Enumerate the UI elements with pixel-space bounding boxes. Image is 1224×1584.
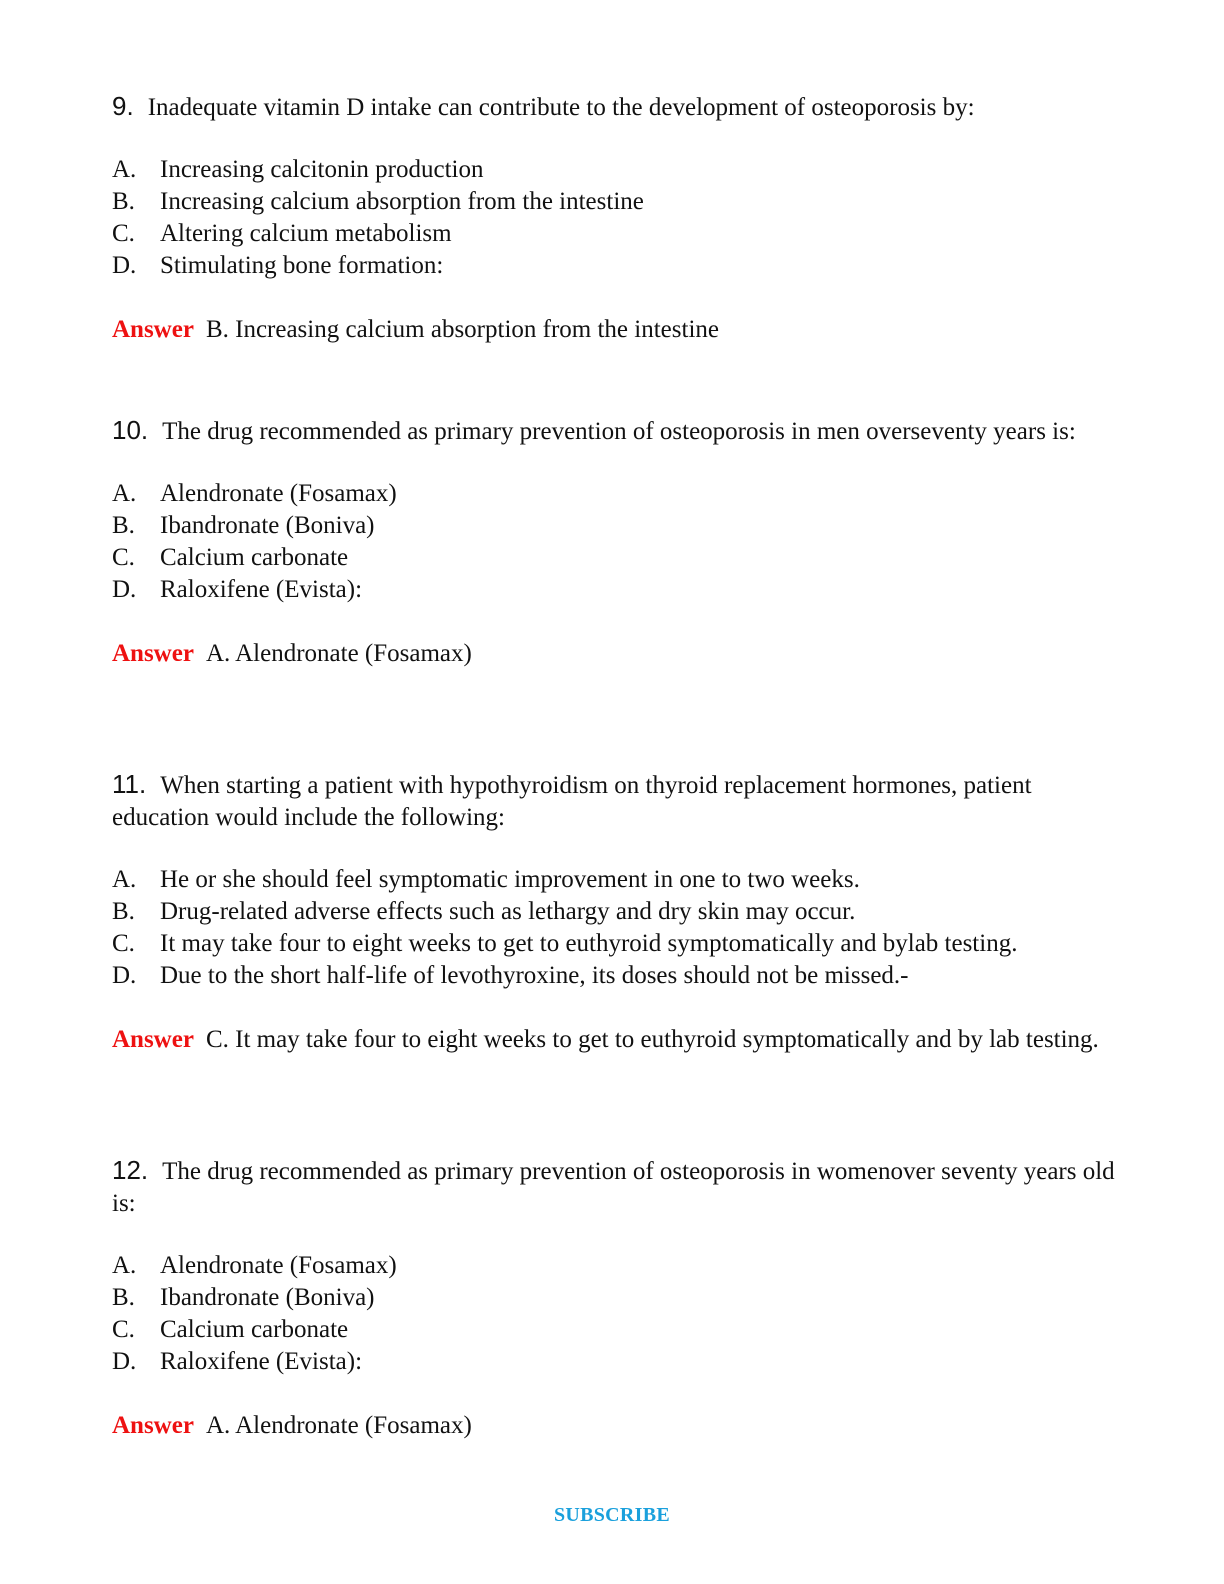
question-text: The drug recommended as primary prevention of osteoporosis in men overseventy years is: <box>162 418 1076 445</box>
answer-line <box>112 638 1122 670</box>
option-letter: A. <box>112 1252 137 1279</box>
question-number: 12. <box>112 1155 149 1185</box>
option-c <box>112 218 1122 250</box>
option-letter: D. <box>112 1348 137 1375</box>
option-a <box>112 864 1122 896</box>
option-letter: C. <box>112 544 135 571</box>
option-letter: A. <box>112 480 137 507</box>
answer-label: Answer <box>112 1412 194 1439</box>
answer-text: C. It may take four to eight weeks to get to euthyroid symptomatically and by lab testing. <box>205 1026 1099 1053</box>
question-number: 11. <box>112 769 147 799</box>
option-list <box>112 154 1122 282</box>
answer-text: A. Alendronate (Fosamax) <box>205 1412 472 1439</box>
answer-line <box>112 1410 1122 1442</box>
option-list <box>112 1250 1122 1378</box>
answer-text: B. Increasing calcium absorption from the intestine <box>205 316 719 343</box>
option-text: Raloxifene (Evista): <box>160 1348 363 1375</box>
option-text: Ibandronate (Boniva) <box>160 1284 375 1311</box>
option-text: He or she should feel symptomatic improvement in one to two weeks. <box>160 866 860 893</box>
option-text: Stimulating bone formation: <box>160 252 444 279</box>
answer-line <box>112 1024 1122 1056</box>
option-letter: B. <box>112 898 135 925</box>
answer-line <box>112 314 1122 346</box>
option-a <box>112 154 1122 186</box>
question-stem <box>112 1154 1122 1220</box>
question-10 <box>112 414 1122 670</box>
option-b <box>112 896 1122 928</box>
question-text: The drug recommended as primary prevention of osteoporosis in womenover seventy years old is: <box>112 1158 1115 1217</box>
question-11 <box>112 768 1122 1056</box>
question-12 <box>112 1154 1122 1442</box>
answer-label: Answer <box>112 316 194 343</box>
question-9 <box>112 90 1122 346</box>
option-letter: B. <box>112 1284 135 1311</box>
question-number: 10. <box>112 415 149 445</box>
option-text: Raloxifene (Evista): <box>160 576 363 603</box>
question-stem <box>112 768 1122 834</box>
question-text: When starting a patient with hypothyroidism on thyroid replacement hormones, patient education would include the following: <box>112 772 1032 831</box>
answer-label: Answer <box>112 640 194 667</box>
option-text: Drug-related adverse effects such as lethargy and dry skin may occur. <box>160 898 856 925</box>
option-text: Alendronate (Fosamax) <box>160 480 397 507</box>
option-letter: C. <box>112 1316 135 1343</box>
option-text: Increasing calcium absorption from the intestine <box>160 188 644 215</box>
option-a <box>112 1250 1122 1282</box>
option-letter: D. <box>112 962 137 989</box>
option-text: Calcium carbonate <box>160 544 349 571</box>
option-d <box>112 1346 1122 1378</box>
option-b <box>112 1282 1122 1314</box>
option-letter: D. <box>112 576 137 603</box>
option-letter: B. <box>112 188 135 215</box>
option-letter: C. <box>112 220 135 247</box>
page-footer <box>0 1504 1224 1527</box>
option-text: Alendronate (Fosamax) <box>160 1252 397 1279</box>
question-text: Inadequate vitamin D intake can contribute to the development of osteoporosis by: <box>147 94 975 121</box>
question-stem <box>112 414 1122 448</box>
option-list <box>112 864 1122 992</box>
question-number: 9. <box>112 91 134 121</box>
option-c <box>112 928 1122 960</box>
option-letter: A. <box>112 866 137 893</box>
option-d <box>112 574 1122 606</box>
answer-label: Answer <box>112 1026 194 1053</box>
option-text: It may take four to eight weeks to get to euthyroid symptomatically and bylab testing. <box>160 930 1018 957</box>
option-text: Altering calcium metabolism <box>160 220 452 247</box>
option-letter: D. <box>112 252 137 279</box>
option-letter: C. <box>112 930 135 957</box>
option-text: Calcium carbonate <box>160 1316 349 1343</box>
option-a <box>112 478 1122 510</box>
option-b <box>112 186 1122 218</box>
option-text: Due to the short half-life of levothyroxine, its doses should not be missed.- <box>160 962 909 989</box>
option-text: Increasing calcitonin production <box>160 156 484 183</box>
option-text: Ibandronate (Boniva) <box>160 512 375 539</box>
option-letter: B. <box>112 512 135 539</box>
option-b <box>112 510 1122 542</box>
subscribe-link[interactable]: SUBSCRIBE <box>553 1504 671 1526</box>
option-list <box>112 478 1122 606</box>
option-d <box>112 960 1122 992</box>
answer-text: A. Alendronate (Fosamax) <box>205 640 472 667</box>
option-letter: A. <box>112 156 137 183</box>
option-c <box>112 1314 1122 1346</box>
option-c <box>112 542 1122 574</box>
question-stem <box>112 90 1122 124</box>
option-d <box>112 250 1122 282</box>
